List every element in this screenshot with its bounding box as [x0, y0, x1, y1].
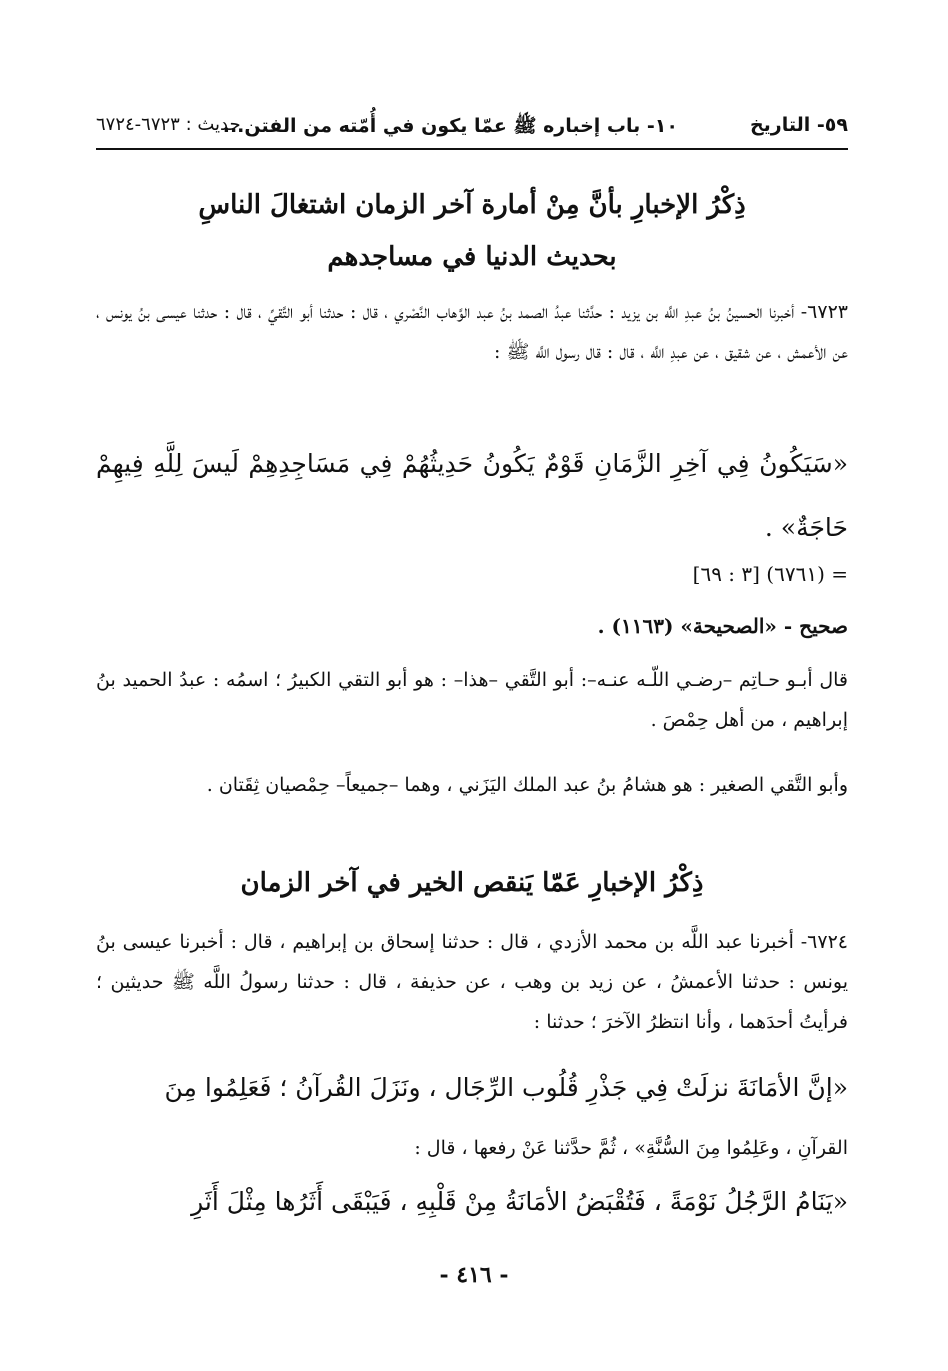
section-title: ١٠- باب إخباره ﷺ عمّا يكون في أُمّته من الفتن...	[222, 115, 678, 137]
running-header	[96, 114, 848, 144]
hadith-6723-matn: «سَيَكُونُ فِي آخِرِ الزَّمَانِ قَوْمٌ يَكُونُ حَدِيثُهُمْ فِي مَسَاجِدِهِمْ لَيسَ لِلَّهِ فِيهِمْ حَاجَةٌ» .	[96, 449, 848, 542]
hadith-6724-matn-2: «يَنَامُ الرَّجُلُ نَوْمَةً ، فَتُقْبَضُ الأمَانَةُ مِنْ قَلْبِهِ ، فَيَبْقَى أَثَرُها مِثْلَ أَثَرِ	[191, 1187, 848, 1216]
hadith-range: حديث : ٦٧٢٣-٦٧٢٤	[96, 114, 241, 135]
hadith-6723-grade: صحيح - «الصحيحة» (١١٦٣) .	[597, 614, 848, 638]
hadith-6724-isnad: ٦٧٢٤- أخبرنا عبد اللَّه بن محمد الأزدي ، قال : حدثنا إسحاق بن إبراهيم ، قال : أخبرنا عيسى بنُ يونس : حدثنا الأعمشُ ، عن زيد بن وهب ، عن حذيفة ، قال : حدثنا رسولُ اللَّه ﷺ حديثين ؛ فرأيتُ أحدَهما ، وأنا انتظرُ الآخرَ ؛ حدثنا :	[96, 931, 848, 1033]
hadith-6723-reference: = (٦٧٦١) [٣ : ٦٩]	[692, 562, 848, 586]
hadith-6724-matn-1a: «إنَّ الأمَانَةَ نزلَتْ فِي جَذْرِ قُلُوب الرِّجَال ، ونَزَلَ القُرآنُ ؛ فَعَلِمُوا مِنَ	[164, 1073, 848, 1102]
hadith-6724-matn-1b: القرآنِ ، وعَلِمُوا مِنَ السُّنَّةِ» ، ثُمَّ حدَّثنا عَنْ رفعها ، قال :	[414, 1137, 848, 1159]
comment-abu-hatim: قال أبـو حـاتِم –رضـي اللّـه عنـه–: أبو التَّقي –هذا– : هو أبو التقي الكبيرُ ؛ اسمُه : عبدُ الحميد بنُ إبراهيم ، من أهل حِمْصَ .	[96, 669, 848, 731]
hadith-6723-isnad: ٦٧٢٣- أخبرنا الحسينُ بنُ عبدِ اللَّه بن يزيد : حدَّثنا عبدُ الصمد بنُ عبد الوَّهاب النَّصْري ، قال : حدثنا أبو التَّقيِّ ، قال : حدثنا عيسى بنُ يونس ، عن الأعمش ، عن شقيق ، عن عبدِ اللَّه ، قال : قال رسول اللَّه ﷺ :	[96, 301, 848, 363]
page-number: - ٤١٦ -	[439, 1262, 509, 1288]
chapter-title: ٥٩- التاريخ	[749, 114, 848, 136]
section-heading-1-line-2: بحديث الدنيا في مساجدهم	[327, 242, 617, 272]
section-heading-1-line-1: ذِكْرُ الإخبارِ بأنَّ مِنْ أمارة آخر الزمان اشتغالَ الناسِ	[198, 190, 746, 220]
comment-abu-attaqi: وأبو التَّقي الصغير : هو هشامُ بنُ عبد الملك اليَزَني ، وهما –جميعاً– حِمْصيان ثِقَتان .	[206, 774, 848, 796]
section-heading-2: ذِكْرُ الإخبارِ عَمّا يَنقص الخير في آخر الزمان	[240, 868, 704, 898]
header-rule	[96, 148, 848, 150]
